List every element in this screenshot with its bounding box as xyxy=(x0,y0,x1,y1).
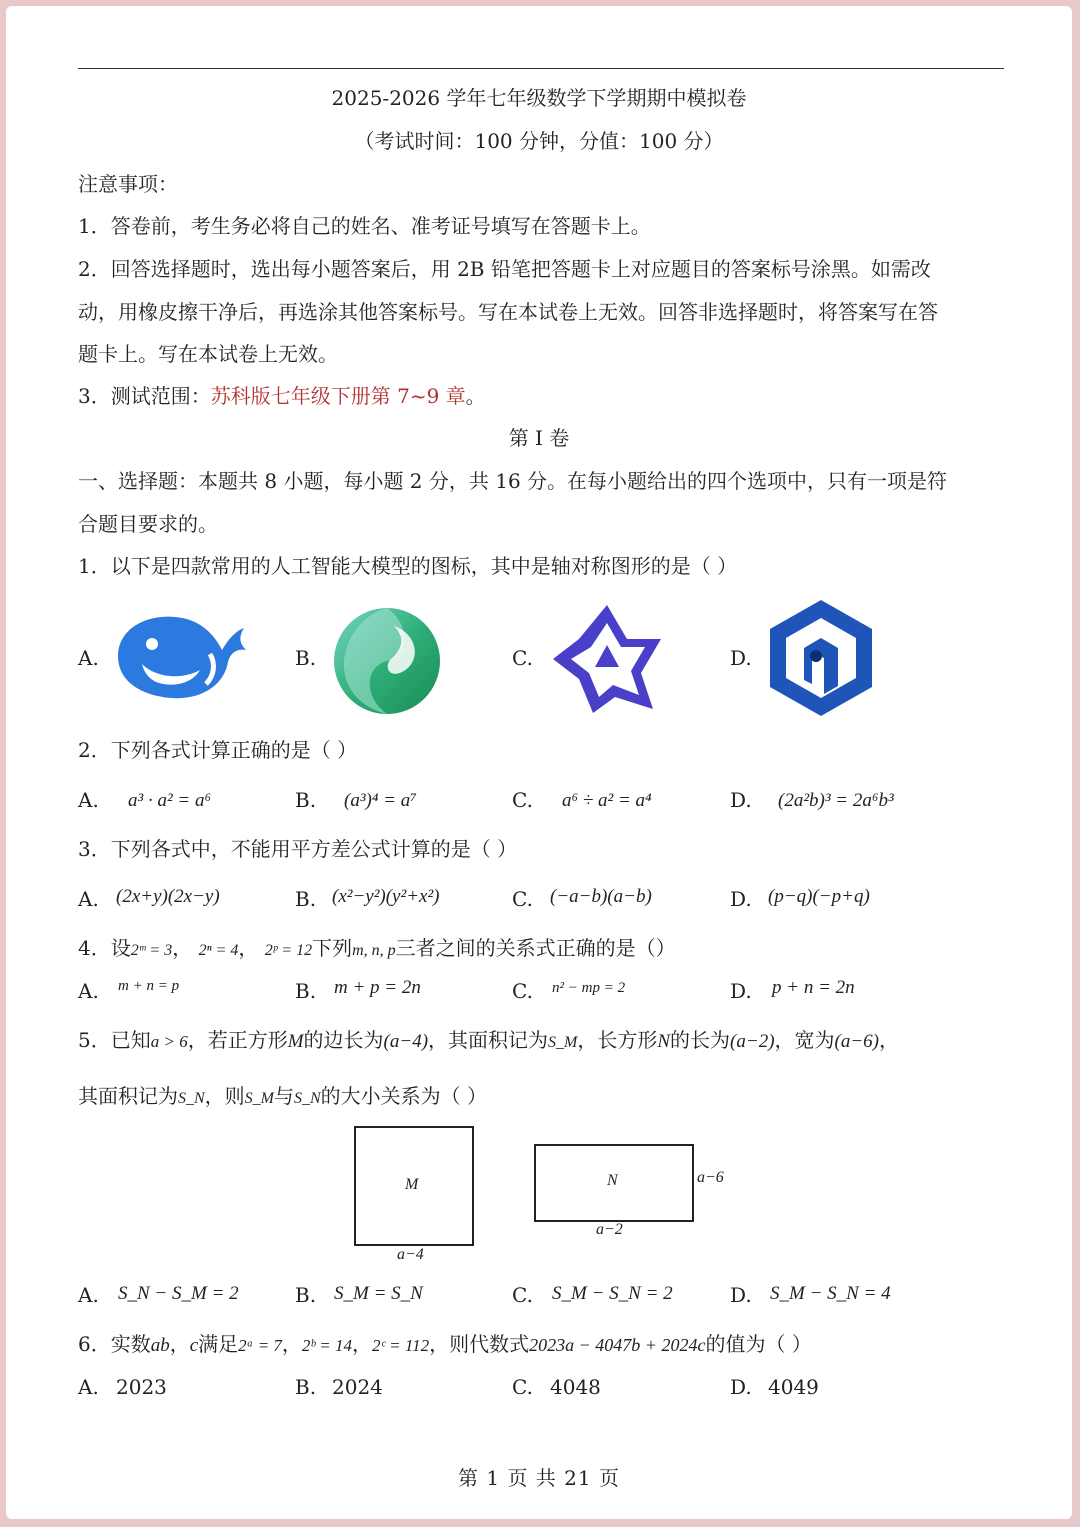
q5-l2-text-4: 的大小关系为（ ） xyxy=(320,1084,488,1108)
q1-label-b: B. xyxy=(295,646,317,670)
q6-stem xyxy=(78,1332,812,1358)
q5-text-8: ， xyxy=(879,1028,900,1052)
notice-item-3-prefix: 3．测试范围： xyxy=(78,384,211,408)
q5-math-7: (a−6) xyxy=(834,1031,880,1052)
q6-option-a: 2023 xyxy=(116,1375,167,1399)
q5-option-c: S_M − S_N = 2 xyxy=(552,1283,673,1304)
q5-l2-math-3: S_N xyxy=(294,1090,321,1107)
whale-logo-icon xyxy=(112,604,250,704)
q1-label-d: D. xyxy=(730,646,752,670)
q5-math-6: (a−2) xyxy=(730,1031,775,1052)
q5-text-5: ，长方形 xyxy=(577,1028,658,1052)
q2-option-d: (2a²b)³ = 2a⁶b³ xyxy=(778,790,894,811)
q6-label-b: B. xyxy=(295,1375,317,1399)
q2-option-b: (a³)⁴ = a⁷ xyxy=(344,790,417,811)
q6-option-b: 2024 xyxy=(332,1375,383,1399)
q4-option-d: p + n = 2n xyxy=(772,977,855,998)
star-hexagon-logo-icon xyxy=(549,601,665,717)
q3-option-c: (−a−b)(a−b) xyxy=(550,886,652,907)
q4-stem xyxy=(78,936,676,963)
q6-text-1: 6．实数 xyxy=(78,1332,151,1356)
q5-option-d: S_M − S_N = 4 xyxy=(770,1283,891,1304)
q5-text-3: 的边长为 xyxy=(303,1028,384,1052)
q5-text-2: ，若正方形 xyxy=(187,1028,288,1052)
q5-label-b: B. xyxy=(295,1283,317,1307)
q6-math-1: ab xyxy=(150,1335,170,1356)
section-intro-line-1: 一、选择题：本题共 8 小题，每小题 2 分，共 16 分。在每小题给出的四个选项中，只有一项是符 xyxy=(78,469,948,493)
q3-option-a: (2x+y)(2x−y) xyxy=(116,886,220,907)
notice-item-2-line-3: 题卡上。写在本试卷上无效。 xyxy=(78,342,338,366)
rectangle-n-length-label: a−2 xyxy=(596,1221,623,1238)
q6-option-d: 4049 xyxy=(768,1375,819,1399)
q4-option-b: m + p = 2n xyxy=(334,977,421,998)
q2-stem: 2．下列各式计算正确的是（ ） xyxy=(78,738,358,762)
q5-text-6: 的长为 xyxy=(670,1028,731,1052)
q5-stem-line-1 xyxy=(78,1028,899,1055)
q6-math-5: 2ᶜ = 112 xyxy=(371,1336,430,1355)
q5-math-1: a > 6 xyxy=(150,1032,188,1051)
hexagon-cube-logo-icon xyxy=(768,598,874,718)
q5-math-3: (a−4) xyxy=(383,1031,429,1052)
q5-text-7: ，宽为 xyxy=(774,1028,835,1052)
notice-item-2-line-1: 2．回答选择题时，选出每小题答案后，用 2B 铅笔把答题卡上对应题目的答案标号涂黑。如需改 xyxy=(78,257,931,281)
q4-mid: 下列 xyxy=(312,936,353,960)
q4-sep-2: ， xyxy=(238,936,259,960)
q2-label-a: A. xyxy=(78,788,99,812)
q3-label-b: B. xyxy=(295,887,317,911)
q4-vars: m, n, p xyxy=(352,942,396,959)
page-footer: 第 1 页 共 21 页 xyxy=(458,1466,620,1490)
q4-label-b: B. xyxy=(295,979,317,1003)
q6-text-2: ， xyxy=(169,1332,190,1356)
swirl-circle-logo-icon xyxy=(332,606,442,716)
q2-option-a: a³ · a² = a⁶ xyxy=(128,790,212,811)
notice-item-3-suffix: 。 xyxy=(465,384,486,408)
square-m-side-label: a−4 xyxy=(397,1246,424,1263)
q6-math-2: c xyxy=(189,1335,199,1356)
q4-option-a: m + n = p xyxy=(118,978,180,994)
q3-option-d: (p−q)(−p+q) xyxy=(768,886,870,907)
q5-l2-text-3: 与 xyxy=(274,1084,294,1108)
q2-option-c: a⁶ ÷ a² = a⁴ xyxy=(562,790,652,811)
q4-label-a: A. xyxy=(78,979,99,1003)
notice-item-1: 1．答卷前，考生务必将自己的姓名、准考证号填写在答题卡上。 xyxy=(78,214,651,238)
q6-text-5: ， xyxy=(351,1332,372,1356)
q5-l2-text-1: 其面积记为 xyxy=(78,1084,178,1108)
rectangle-n-width-label: a−6 xyxy=(697,1169,724,1186)
q2-label-b: B. xyxy=(295,788,317,812)
q4-label-d: D. xyxy=(730,979,752,1003)
q6-option-c: 4048 xyxy=(550,1375,601,1399)
q2-label-d: D. xyxy=(730,788,752,812)
exam-page xyxy=(6,6,1072,1519)
q5-l2-text-2: ，则 xyxy=(204,1084,245,1108)
q4-sep-1: ， xyxy=(172,936,193,960)
volume-title: 第 I 卷 xyxy=(508,426,570,450)
q5-math-2: M xyxy=(287,1031,304,1052)
rectangle-n-label: N xyxy=(607,1172,618,1189)
q6-text-3: 满足 xyxy=(198,1332,239,1356)
q5-math-5: N xyxy=(657,1031,671,1052)
q1-label-a: A. xyxy=(78,646,99,670)
q6-label-a: A. xyxy=(78,1375,99,1399)
q5-label-d: D. xyxy=(730,1283,752,1307)
exam-title: 2025-2026 学年七年级数学下学期期中模拟卷 xyxy=(331,86,747,110)
q4-cond-3: 2ᵖ = 12 xyxy=(264,942,313,959)
test-range: 苏科版七年级下册第 7~9 章 xyxy=(210,384,466,408)
notice-heading: 注意事项： xyxy=(78,172,178,196)
notice-item-3 xyxy=(78,384,486,408)
q5-l2-math-2: S_M xyxy=(244,1090,274,1107)
q6-text-4: ， xyxy=(281,1332,302,1356)
q5-option-b: S_M = S_N xyxy=(334,1283,423,1304)
q1-stem: 1．以下是四款常用的人工智能大模型的图标，其中是轴对称图形的是（ ） xyxy=(78,554,738,578)
q5-math-4: S_M xyxy=(548,1034,578,1051)
q6-math-6: 2023a − 4047b + 2024c xyxy=(529,1335,706,1355)
q4-prefix: 4．设 xyxy=(78,936,131,960)
q6-text-7: 的值为（ ） xyxy=(705,1332,812,1356)
q3-label-a: A. xyxy=(78,887,99,911)
q6-math-4: 2ᵇ = 14 xyxy=(301,1336,352,1355)
q6-text-6: ，则代数式 xyxy=(429,1332,530,1356)
square-m-label: M xyxy=(405,1176,419,1193)
notice-item-2-line-2: 动，用橡皮擦干净后，再选涂其他答案标号。写在本试卷上无效。回答非选择题时，将答案写在答 xyxy=(78,300,938,324)
q5-option-a: S_N − S_M = 2 xyxy=(118,1283,239,1304)
q5-stem-line-2 xyxy=(78,1084,487,1111)
top-rule xyxy=(78,68,1004,69)
q4-cond-2: 2ⁿ = 4 xyxy=(198,942,239,959)
q1-label-c: C. xyxy=(512,646,533,670)
q4-cond-1: 2ᵐ = 3 xyxy=(130,942,173,959)
exam-subtitle: （考试时间：100 分钟，分值：100 分） xyxy=(354,129,724,153)
q4-label-c: C. xyxy=(512,979,533,1003)
q2-label-c: C. xyxy=(512,788,533,812)
section-intro-line-2: 合题目要求的。 xyxy=(78,512,218,536)
q3-stem: 3．下列各式中，不能用平方差公式计算的是（ ） xyxy=(78,837,518,861)
q4-option-c: n² − mp = 2 xyxy=(552,980,626,996)
q5-text-1: 5．已知 xyxy=(78,1028,151,1052)
q6-math-3: 2ᵃ = 7 xyxy=(238,1336,282,1355)
q4-suffix: 三者之间的关系式正确的是（） xyxy=(395,936,676,960)
q5-label-a: A. xyxy=(78,1283,99,1307)
q5-label-c: C. xyxy=(512,1283,533,1307)
q5-text-4: ，其面积记为 xyxy=(428,1028,549,1052)
q5-l2-math-1: S_N xyxy=(178,1090,205,1107)
q3-option-b: (x²−y²)(y²+x²) xyxy=(332,886,440,907)
q6-label-d: D. xyxy=(730,1375,752,1399)
q3-label-d: D. xyxy=(730,887,752,911)
q6-label-c: C. xyxy=(512,1375,533,1399)
q3-label-c: C. xyxy=(512,887,533,911)
